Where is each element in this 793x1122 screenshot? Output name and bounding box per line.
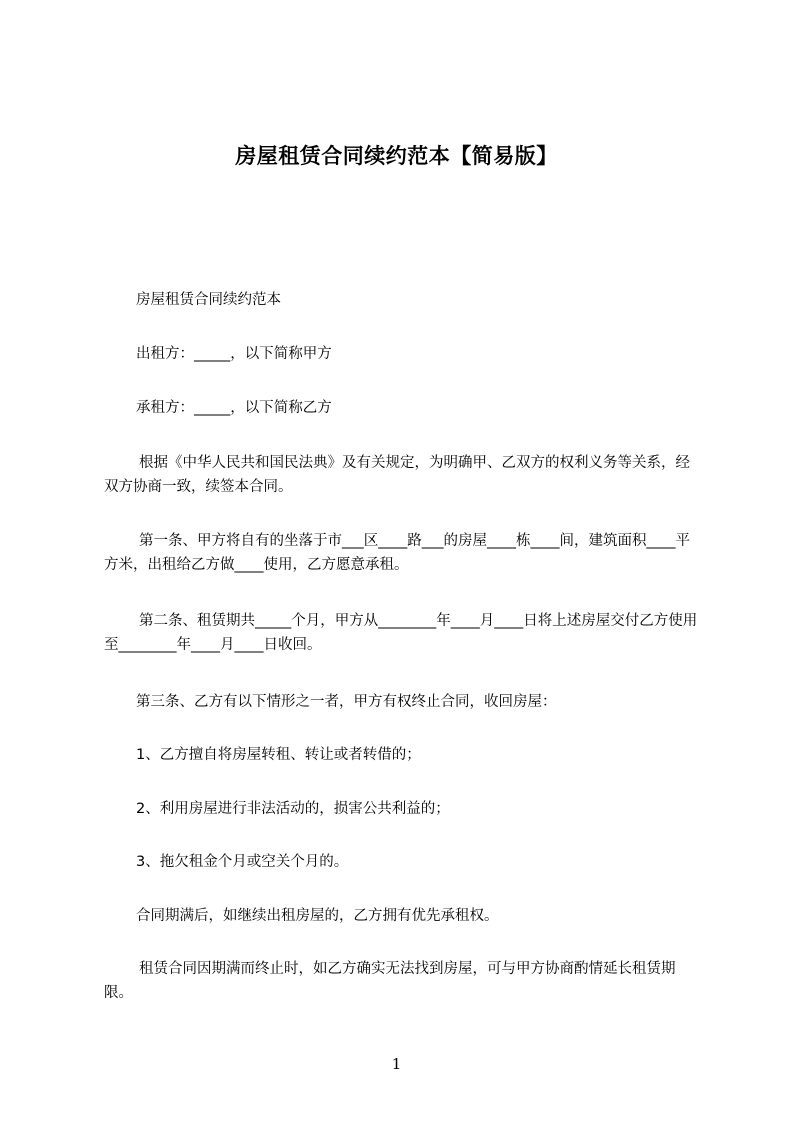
paragraph-article-2: 第二条、租赁期共_____个月，甲方从________年____月____日将上述房屋交付乙方使用至________年____月____日收回。 [104,613,698,653]
page-number: 1 [391,1055,402,1073]
list-item-2: 2、利用房屋进行非法活动的，损害公共利益的； [136,801,450,817]
paragraph-article-1: 第一条、甲方将自有的坐落于市___区____路___的房屋____栋____间，建筑面积____平方米，出租给乙方做____使用，乙方愿意承租。 [104,533,690,573]
paragraph-lessor: 出租方：_____，以下简称甲方 [136,346,332,362]
paragraph-heading: 房屋租赁合同续约范本 [136,292,281,308]
paragraph-renewal-priority: 合同期满后，如继续出租房屋的，乙方拥有优先承租权。 [136,908,499,924]
list-item-3: 3、拖欠租金个月或空关个月的。 [136,854,349,870]
paragraph-article-3: 第三条、乙方有以下情形之一者，甲方有权终止合同，收回房屋： [136,694,557,710]
paragraph-preamble: 根据《中华人民共和国民法典》及有关规定，为明确甲、乙双方的权利义务等关系，经双方协商一致，续签本合同。 [104,455,690,495]
paragraph-extension: 租赁合同因期满而终止时，如乙方确实无法找到房屋，可与甲方协商酌情延长租赁期限。 [104,961,676,1001]
document-title: 房屋租赁合同续约范本【简易版】 [235,144,558,168]
list-item-1: 1、乙方擅自将房屋转租、转让或者转借的； [136,747,421,763]
paragraph-lessee: 承租方：_____，以下简称乙方 [136,400,332,416]
